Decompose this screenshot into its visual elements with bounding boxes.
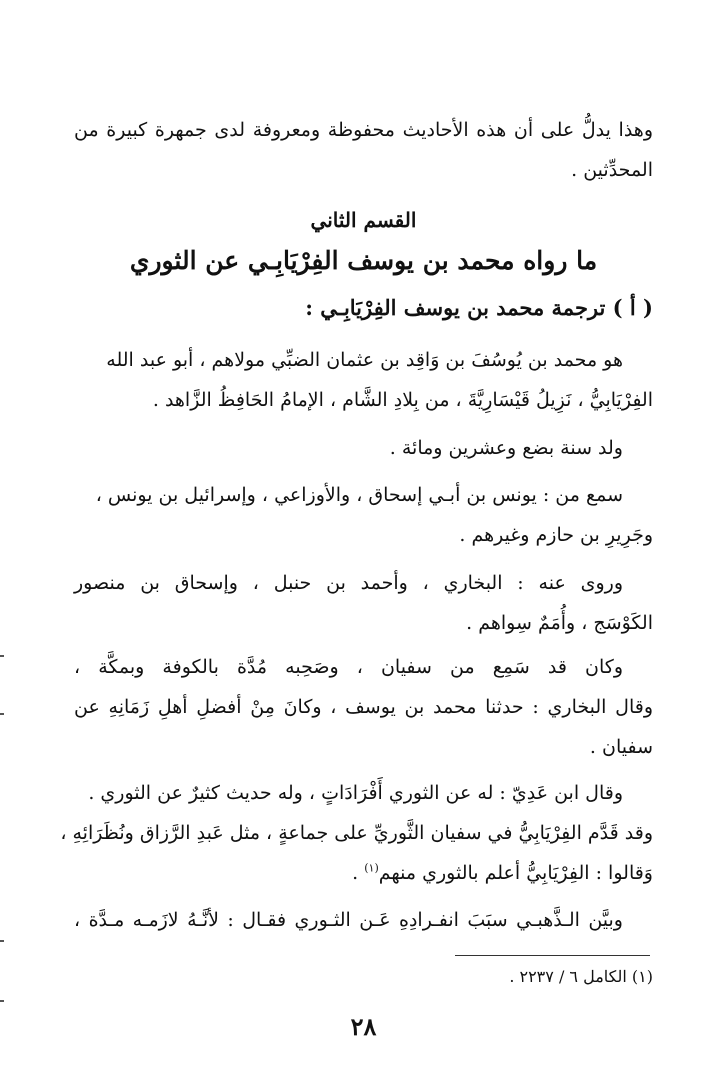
body-line: ولد سنة بضع وعشرين ومائة .: [389, 437, 623, 459]
section-label: القسم الثاني: [310, 208, 417, 232]
body-line: سفيان .: [589, 736, 653, 758]
body-line: وقال ابن عَدِيّ : له عن الثوري أَفْرَادَاتٍ ، وله حديث كثيرٌ عن الثوري .: [88, 782, 623, 804]
body-text: وَقالوا : الفِرْيَابِيُّ أعلم بالثوري منهم: [378, 862, 653, 884]
body-line: وقال البخاري : حدثنا محمد بن يوسف ، وكانَ مِنْ أفضلِ أهلِ زَمَانِهِ عن: [74, 696, 653, 718]
page-number: ٢٨: [350, 1012, 377, 1041]
body-line: وجَرِيرِ بن حازم وغيرهم .: [459, 524, 653, 546]
scan-mark: [0, 713, 4, 715]
footnote-divider: [455, 955, 650, 956]
body-line: [74, 858, 653, 888]
body-text: .: [352, 862, 365, 884]
body-line: الفِرْيَابِيُّ ، نَزِيلُ قَيْسَارِيَّةَ ، من بِلادِ الشَّام ، الإمامُ الحَافِظُ الزَّاهد .: [152, 389, 653, 411]
sub-heading: ( أ ) ترجمة محمد بن يوسف الفِرْيَابِـي :: [305, 295, 653, 320]
body-line: الكَوْسَج ، وأُمَمٌ سِواهم .: [466, 612, 653, 634]
scan-mark: [0, 1000, 4, 1002]
scan-mark: [0, 655, 4, 657]
body-line: وقد قَدَّم الفِرْيَابِيُّ في سفيان الثَّوريِّ على جماعةٍ ، مثل عَبدِ الرَّزاق ونُظَرَائِهِ ،: [60, 822, 653, 844]
body-line: هو محمد بن يُوسُفَ بن وَاقِد بن عثمان الضبِّي مولاهم ، أبو عبد الله: [106, 349, 623, 371]
body-line: وروى عنه : البخاري ، وأحمد بن حنبل ، وإسحاق بن منصور: [74, 572, 623, 594]
body-line: المحدِّثين .: [571, 159, 653, 181]
footnote-reference: (١): [364, 861, 379, 875]
scan-mark: [0, 940, 4, 942]
footnote: (١) الكامل ٦ / ٢٢٣٧ .: [509, 967, 653, 986]
body-line: وكان قد سَمِع من سفيان ، وصَحِبه مُدَّة بالكوفة وبمكَّة ،: [74, 656, 623, 678]
body-line: وبيَّن الـذَّهبـي سبَبَ انفـرادِهِ عَـن الثـوري فقـال : لأنَّـهُ لازَمـه مـدَّة ،: [74, 909, 623, 931]
section-title: ما رواه محمد بن يوسف الفِرْيَابِـي عن الثوري: [129, 246, 598, 275]
body-line: سمع من : يونس بن أبـي إسحاق ، والأوزاعي ، وإسرائيل بن يونس ،: [95, 484, 623, 506]
body-line: وهذا يدلُّ على أن هذه الأحاديث محفوظة ومعروفة لدى جمهرة كبيرة من: [74, 119, 653, 141]
